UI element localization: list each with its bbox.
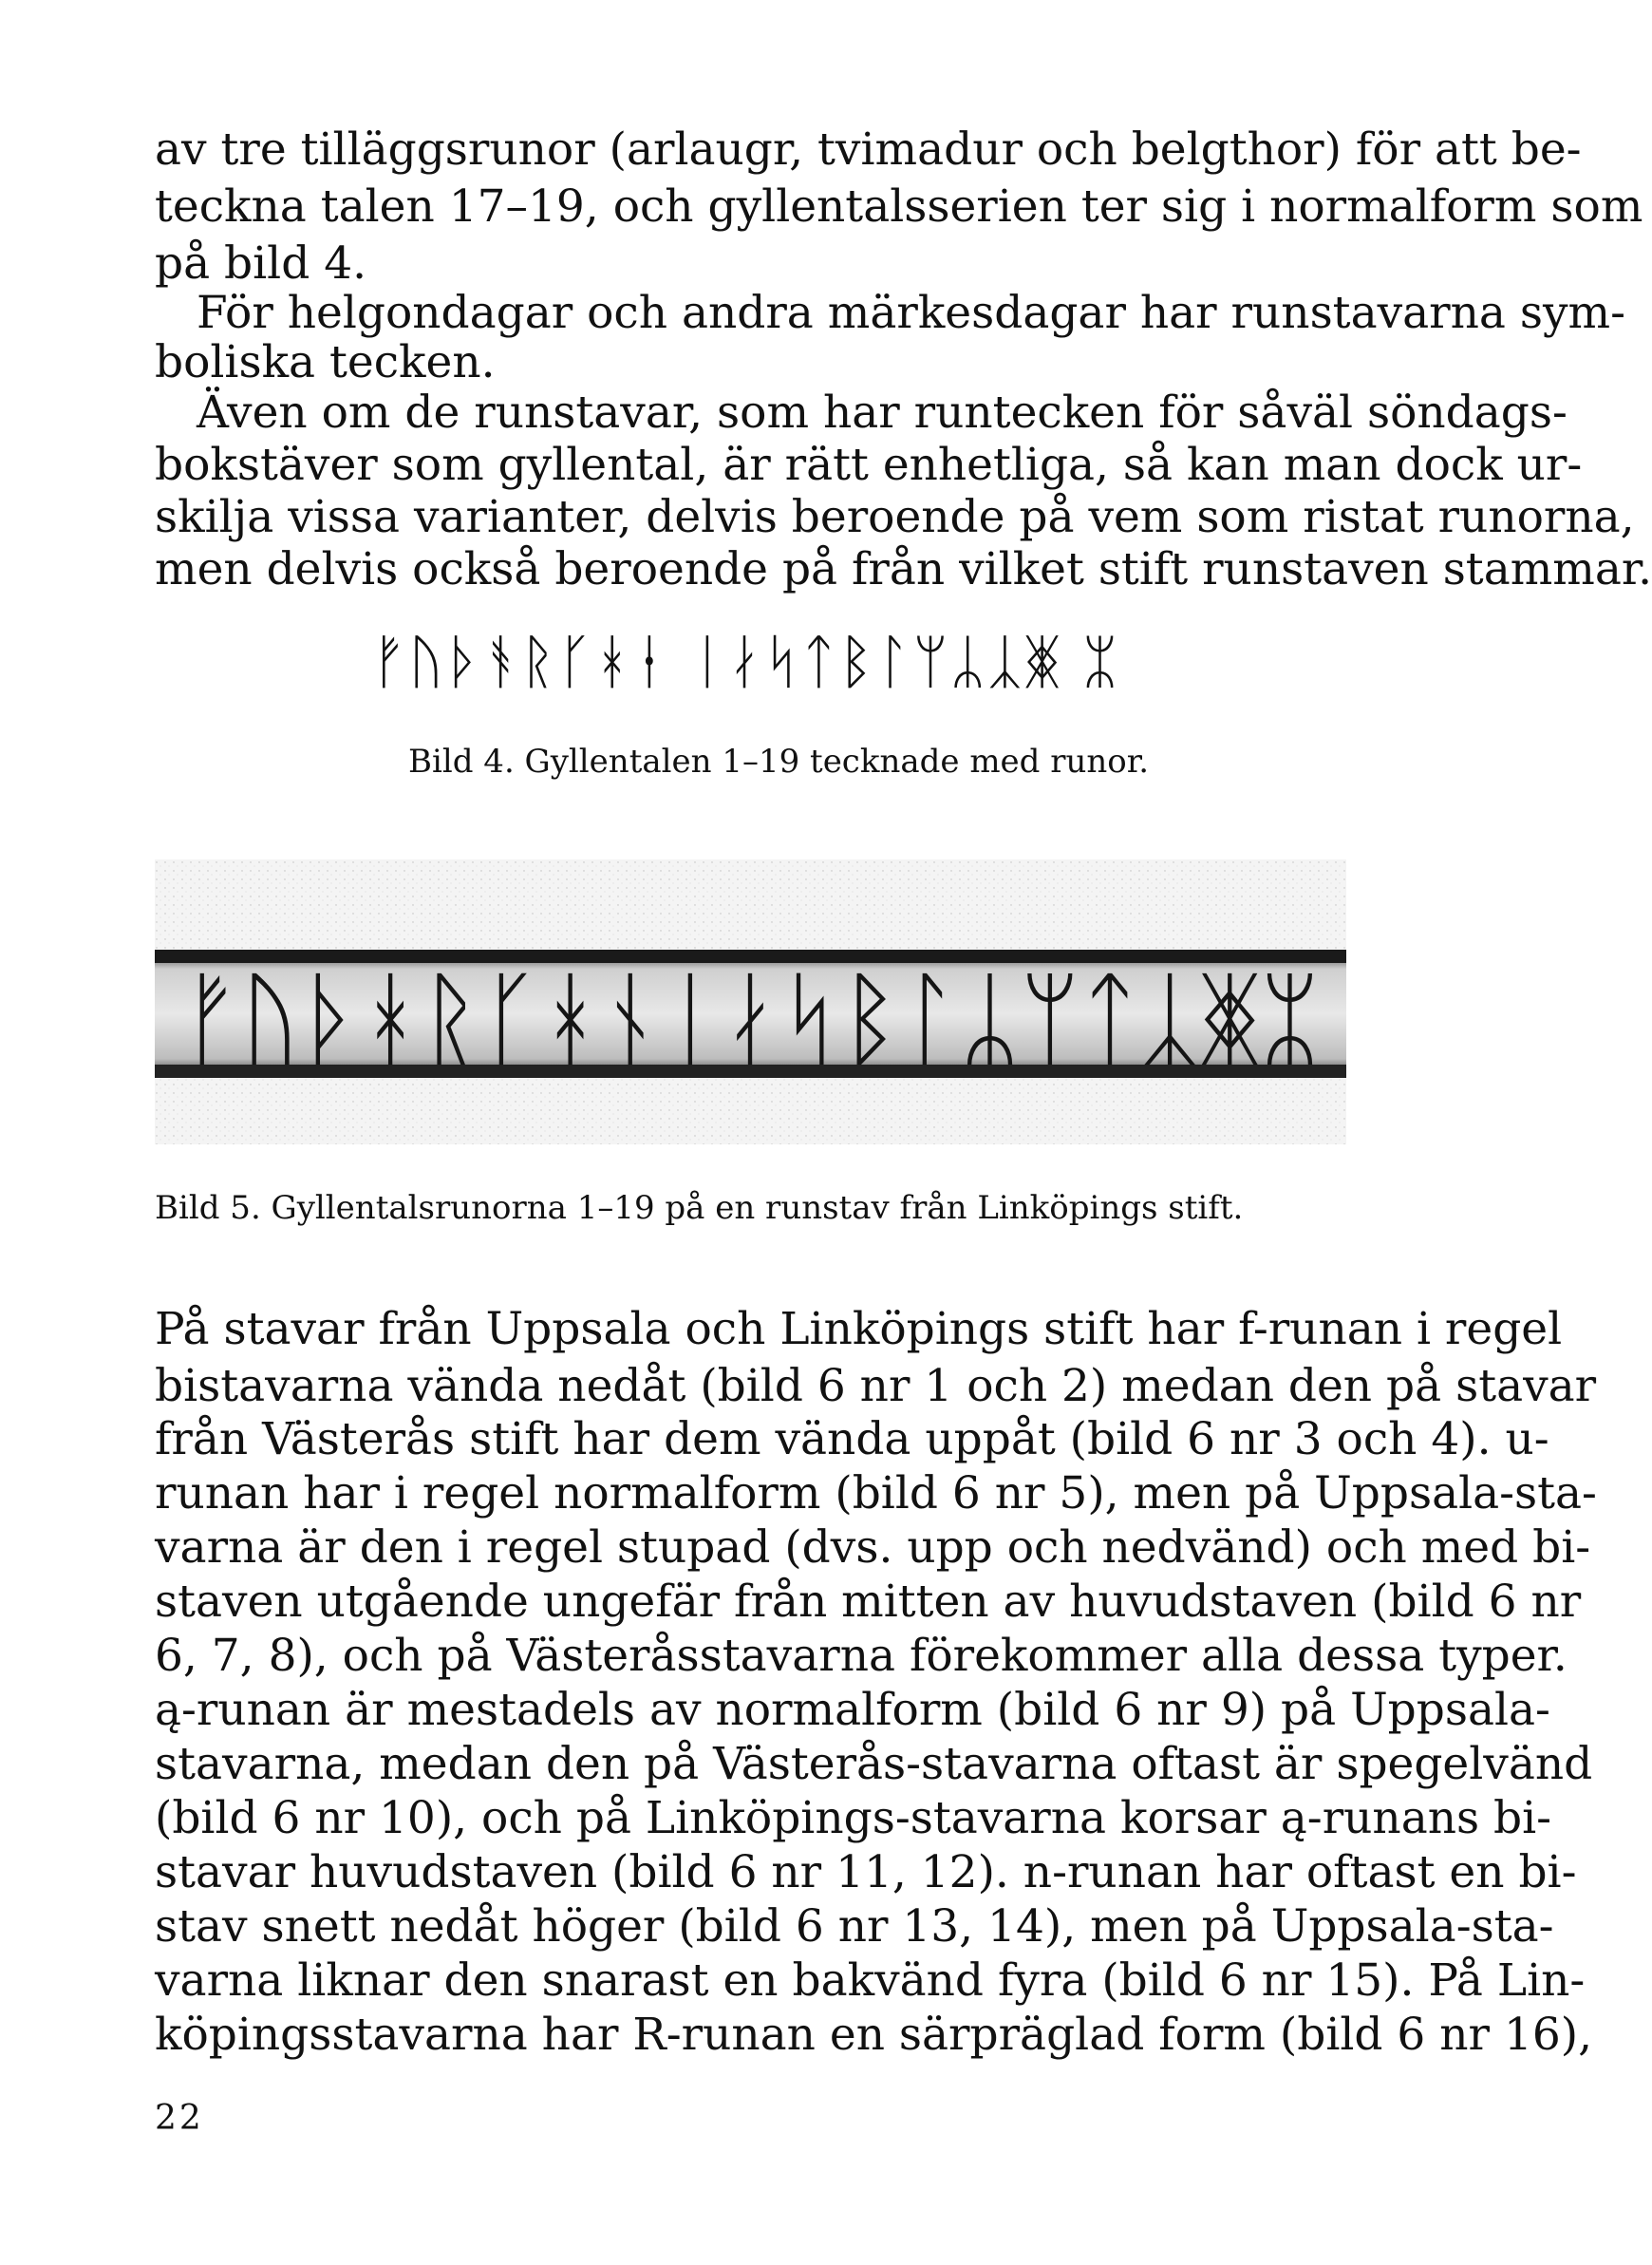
text-line: 6, 7, 8), och på Västeråsstavarna förekommer alla dessa typer. — [155, 1630, 1568, 1682]
text-line: bokstäver som gyllental, är rätt enhetliga, så kan man dock ur- — [155, 439, 1583, 491]
text-line: (bild 6 nr 10), och på Linköpings-stavarna korsar ą-runans bi- — [155, 1792, 1552, 1844]
text-line: bistavarna vända nedåt (bild 6 nr 1 och 2) medan den på stavar — [155, 1360, 1597, 1412]
text-line: På stavar från Uppsala och Linköpings stift har f-runan i regel — [155, 1303, 1563, 1355]
text-line: Även om de runstavar, som har runtecken för såväl söndags- — [197, 387, 1568, 439]
text-line: men delvis också beroende på från vilket stift runstaven stammar. — [155, 543, 1652, 595]
text-line: från Västerås stift har dem vända uppåt (bild 6 nr 3 och 4). u- — [155, 1413, 1549, 1465]
text-line: skilja vissa varianter, delvis beroende på vem som ristat runorna, — [155, 491, 1635, 543]
rune-staff-glyphs: ᚠᚢᚦᚼᚱᚴᚼᚾᛁᛅᛋᛒᛚᛦᛘᛏᛣᛤᛯ — [180, 960, 1320, 1079]
page-number: 22 — [155, 2099, 204, 2138]
text-line: av tre tilläggsrunor (arlaugr, tvimadur och belgthor) för att be- — [155, 123, 1582, 176]
text-line: på bild 4. — [155, 237, 367, 290]
figure-4-caption: Bild 4. Gyllentalen 1–19 tecknade med runor. — [408, 743, 1150, 781]
figure-4-runes: ᚠᚢᚦᚬᚱᚴᚼᚽ ᛁᛅᛋᛏᛒᛚᛘᛦᛣᛤ ᛯ — [370, 627, 1120, 696]
text-line: varna liknar den snarast en bakvänd fyra (bild 6 nr 15). På Lin- — [155, 1954, 1586, 2007]
text-line: stav snett nedåt höger (bild 6 nr 13, 14), men på Uppsala-sta- — [155, 1900, 1554, 1953]
text-line: ą-runan är mestadels av normalform (bild 6 nr 9) på Uppsala- — [155, 1684, 1550, 1736]
text-line: köpingsstavarna har R-runan en särpräglad form (bild 6 nr 16), — [155, 2009, 1593, 2061]
text-line: staven utgående ungefär från mitten av huvudstaven (bild 6 nr — [155, 1576, 1582, 1628]
figure-5-caption: Bild 5. Gyllentalsrunorna 1–19 på en runstav från Linköpings stift. — [155, 1189, 1244, 1227]
text-line: runan har i regel normalform (bild 6 nr 5), men på Uppsala-sta- — [155, 1467, 1597, 1519]
text-line: teckna talen 17–19, och gyllentalsserien ter sig i normalform som — [155, 180, 1643, 233]
text-line: boliska tecken. — [155, 336, 496, 388]
rune-staff-photo — [155, 859, 1346, 1144]
text-line: stavarna, medan den på Västerås-stavarna oftast är spegelvänd — [155, 1738, 1593, 1790]
text-line: stavar huvudstaven (bild 6 nr 11, 12). n-runan har oftast en bi- — [155, 1846, 1577, 1898]
text-line: För helgondagar och andra märkesdagar har runstavarna sym- — [197, 287, 1625, 339]
text-line: varna är den i regel stupad (dvs. upp och nedvänd) och med bi- — [155, 1521, 1591, 1574]
